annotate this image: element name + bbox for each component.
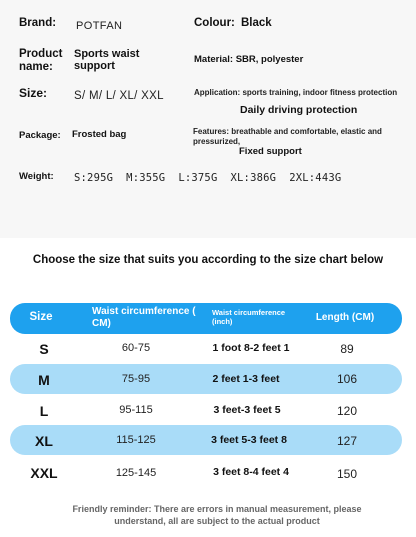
table-row-length: 127	[336, 434, 358, 448]
table-row-length: 106	[336, 372, 358, 386]
application-text: Application: sports training, indoor fitness protection	[194, 88, 398, 97]
product-value	[74, 48, 139, 72]
table-row-length: 120	[336, 404, 358, 418]
product-value-line-2: support	[74, 60, 115, 72]
product-label	[19, 48, 62, 74]
package-label: Package:	[19, 130, 61, 141]
table-row-waist-inch: 3 feet 5-3 feet 8	[211, 434, 287, 446]
table-row-waist-cm: 75-95	[121, 373, 151, 385]
table-row-waist-cm: 125-145	[115, 467, 157, 479]
weight-label: Weight:	[19, 171, 54, 182]
table-row-size: L	[39, 403, 49, 419]
column-length: Length (CM)	[315, 312, 375, 323]
weight-value: S:295G M:355G L:375G XL:386G 2XL:443G	[74, 172, 342, 184]
table-row-waist-inch: 3 feet-3 feet 5	[213, 404, 281, 416]
table-row-length: 89	[340, 342, 354, 356]
brand-label: Brand:	[19, 17, 57, 29]
table-row-waist-inch: 3 feet 8-4 feet 4	[213, 466, 289, 478]
friendly-reminder-line-1: Friendly reminder: There are errors in manual measurement, please	[72, 504, 362, 514]
features-text	[193, 127, 382, 147]
column-waist-inch-line-2: (inch)	[212, 317, 233, 326]
table-row-size: XXL	[30, 465, 58, 481]
features-line-1: Features: breathable and comfortable, elastic and	[193, 127, 382, 136]
table-row-size: M	[38, 372, 50, 388]
friendly-reminder	[52, 503, 382, 527]
size-value: S/ M/ L/ XL/ XXL	[74, 90, 164, 102]
product-label-line-2: name:	[19, 61, 53, 73]
product-label-line-1: Product	[19, 48, 63, 60]
table-row-waist-cm: 95-115	[119, 404, 153, 416]
table-row-size: XL	[35, 433, 53, 449]
colour-value: Black	[241, 17, 272, 29]
size-chart-heading: Choose the size that suits you according to the size chart below	[32, 254, 384, 266]
features-line-2: pressurized,	[193, 137, 241, 146]
product-value-line-1: Sports waist	[74, 48, 140, 60]
table-row-waist-cm: 60-75	[121, 342, 151, 354]
spec-panel	[0, 0, 416, 238]
package-value: Frosted bag	[72, 129, 127, 140]
column-size: Size	[29, 311, 53, 323]
material-text: Material: SBR, polyester	[194, 54, 304, 65]
table-row-waist-inch: 1 foot 8-2 feet 1	[212, 342, 290, 354]
table-row-size: S	[39, 341, 49, 357]
column-waist-cm-line-2: CM)	[92, 318, 111, 329]
brand-value: POTFAN	[76, 20, 123, 32]
column-waist-cm-line-1: Waist circumference (	[92, 306, 196, 317]
application-text-2: Daily driving protection	[240, 104, 358, 116]
table-row-waist-inch: 2 feet 1-3 feet	[212, 373, 280, 385]
features-line-3: Fixed support	[239, 146, 302, 157]
table-row-length: 150	[336, 467, 358, 481]
column-waist-cm	[92, 306, 202, 330]
size-label: Size:	[19, 86, 48, 100]
column-waist-inch	[212, 308, 307, 326]
table-row-waist-cm: 115-125	[116, 434, 156, 446]
colour-label: Colour:	[194, 17, 235, 29]
column-waist-inch-line-1: Waist circumference	[212, 308, 286, 317]
friendly-reminder-line-2: understand, all are subject to the actual product	[114, 516, 320, 526]
